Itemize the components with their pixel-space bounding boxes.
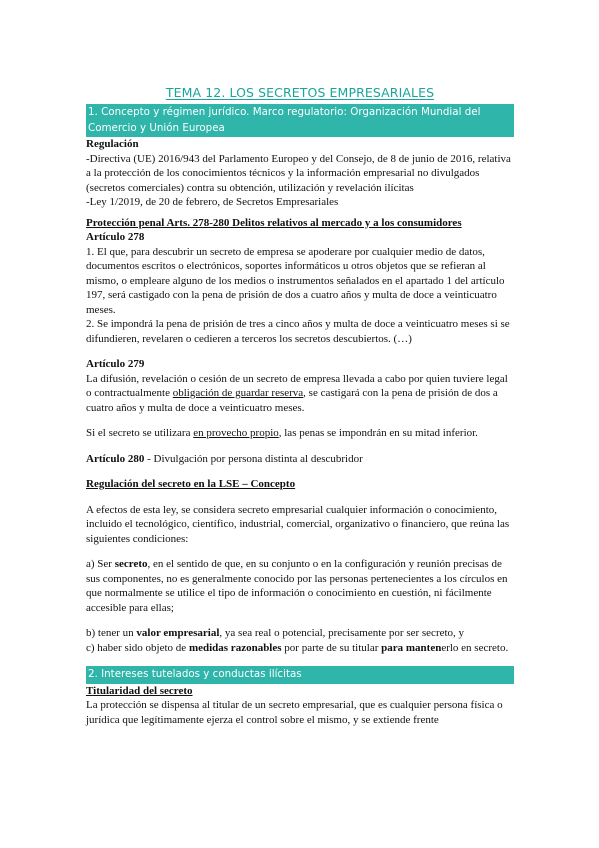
text-span: - Divulgación por persona distinta al descubridor — [144, 452, 363, 465]
text-span: por parte de su titular — [281, 641, 382, 654]
text-span: b) tener un — [86, 627, 137, 639]
text-span: Si el secreto se utilizara — [86, 427, 194, 439]
bold-term: valor empresarial — [136, 627, 220, 639]
regulacion-ley: -Ley 1/2019, de 20 de febrero, de Secretos Empresariales — [86, 196, 339, 208]
obligacion-reserva-text: obligación de guardar reserva — [172, 387, 304, 399]
articulo-279-heading: Artículo 279 — [86, 358, 145, 370]
section-heading-1: 1. Concepto y régimen jurídico. Marco regulatorio: Organización Mundial del Comercio y Unión Europea — [86, 104, 514, 137]
text-span: , se castigará con la pena de prisión de dos a cuatro años y multa de doce a veinticuatro meses. — [86, 387, 498, 414]
lse-intro: A efectos de esta ley, se considera secreto empresarial cualquier información o conocimiento, incluido el tecnológico, científico, industrial, comercial, organizativo o financiero, que reúna las siguientes condiciones: — [86, 503, 510, 545]
articulo-279-paragraph-2 — [86, 426, 514, 441]
articulo-280-line — [86, 452, 514, 467]
regulacion-directiva: -Directiva (UE) 2016/943 del Parlamento Europeo y del Consejo, de 8 de junio de 2016, relativa a la protección de los conocimientos técnicos y la información empresarial no divulgados (secretos comerciales) contra su obtención, utilización y revelación ilícitas — [86, 152, 511, 194]
titularidad-heading: Titularidad del secreto — [86, 684, 193, 697]
lse-condition-b — [86, 626, 514, 641]
proteccion-penal-heading: Protección penal Arts. 278-280 Delitos relativos al mercado y a los consumidores — [86, 216, 462, 229]
text-span: , ya sea real o potencial, precisamente por ser secreto, y — [219, 627, 465, 639]
bold-term: secreto — [114, 558, 148, 570]
articulo-279-paragraph-1 — [86, 372, 514, 416]
provecho-propio-text: en provecho propio — [193, 427, 279, 439]
bold-term: para manten — [381, 641, 442, 654]
document-content — [86, 84, 514, 727]
articulo-278-paragraph-2: 2. Se impondrá la pena de prisión de tres a cinco años y multa de doce a veinticuatro meses si se difundieren, revelaren o cedieren a terceros los secretos descubiertos. (…) — [86, 318, 510, 345]
text-span: , las penas se impondrán en su mitad inferior. — [278, 427, 478, 439]
text-span: , en el sentido de que, en su conjunto o en la configuración y reunión precisas de sus componentes, no es generalmente conocido por las personas pertenecientes a los círculos en que normalmente se utilice el tipo de información o conocimiento en cuestión, ni fácilmente accesible para ellas; — [86, 558, 508, 614]
regulacion-heading: Regulación — [86, 138, 139, 150]
articulo-278-paragraph-1: 1. El que, para descubrir un secreto de empresa se apoderare por cualquier medio de datos, documentos escritos o electrónicos, soportes informáticos u otros objetos que se refieran al mismo, o empleare alguno de los medios o instrumentos señalados en el apartado 1 del artículo 197, será castigado con la pena de prisión de dos a cuatro años y multa de doce a veinticuatro meses. — [86, 245, 505, 316]
text-span: c) haber sido objeto de — [86, 641, 189, 654]
text-span: La difusión, revelación o cesión de un secreto de empresa llevada a cabo por quien tuviere legal o contractualmente — [86, 372, 508, 399]
lse-condition-a — [86, 557, 514, 615]
articulo-280-label: Artículo 280 — [86, 452, 145, 465]
lse-heading: Regulación del secreto en la LSE – Concepto — [86, 478, 296, 490]
bold-term: medidas razonables — [188, 641, 282, 654]
text-span: erlo en secreto. — [441, 641, 509, 654]
section-heading-2: 2. Intereses tutelados y conductas ilícitas — [86, 666, 514, 684]
articulo-278-heading: Artículo 278 — [86, 231, 145, 243]
lse-condition-c — [86, 641, 514, 656]
page-title: TEMA 12. LOS SECRETOS EMPRESARIALES — [165, 85, 435, 100]
text-span: a) Ser — [86, 558, 115, 570]
titularidad-paragraph: La protección se dispensa al titular de un secreto empresarial, que es cualquier persona física o jurídica que legítimamente ejerza el control sobre el mismo, y se extiende frente — [86, 699, 503, 726]
